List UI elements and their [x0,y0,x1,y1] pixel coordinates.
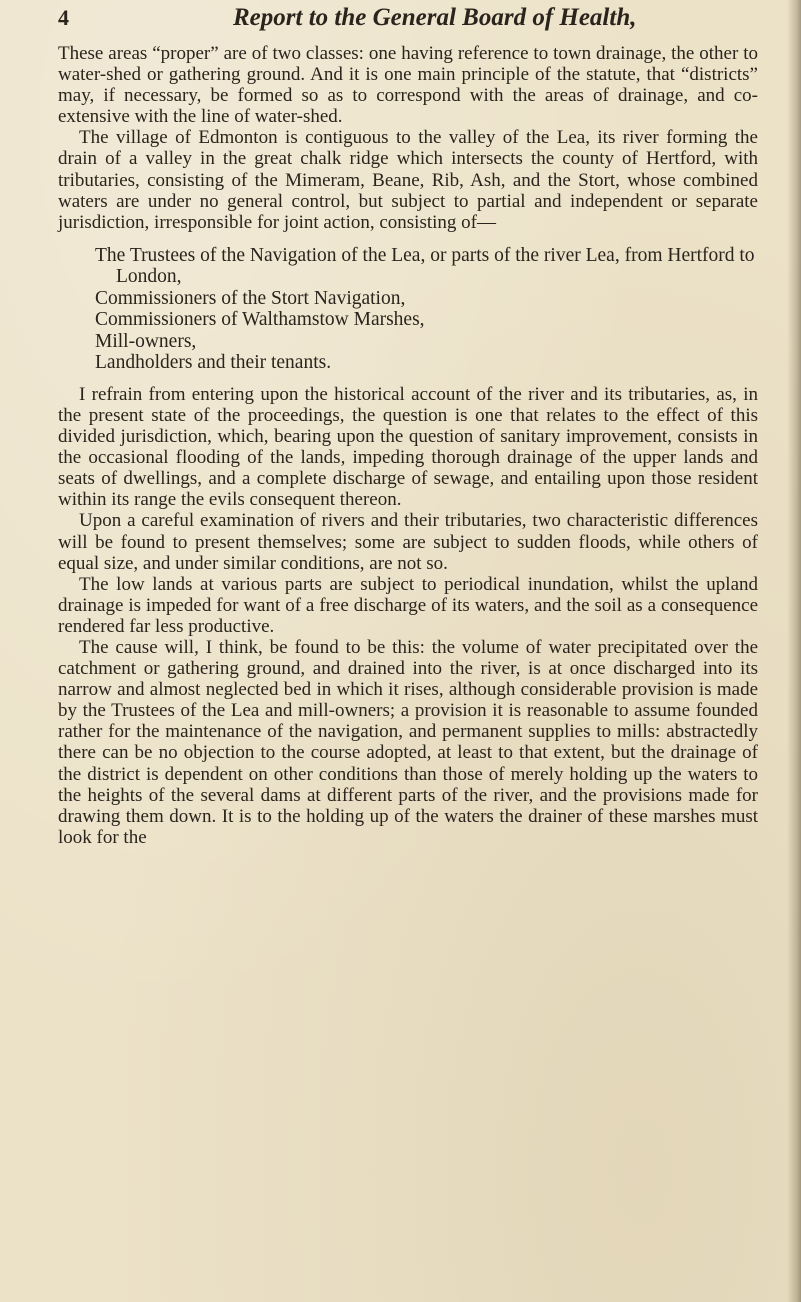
running-head: Report to the General Board of Health, [233,4,637,31]
paragraph: These areas “proper” are of two classes: one having reference to town drainage, the other to water-shed or gathering ground. And it is one main principle of the statute, that “districts” may, if necessary, be formed so as to correspond with the areas of drainage, and co-extensive with the line of water-shed. [58,43,758,128]
list-item: Landholders and their tenants. [95,352,332,374]
page-header [58,4,748,36]
page-number: 4 [58,5,69,30]
list-item: Mill-owners, [95,330,197,352]
paragraph: I refrain from entering upon the historical account of the river and its tributaries, as, in the present state of the proceedings, the question is one that relates to the effect of this divided jurisdiction, which, bearing upon the question of sanitary improvement, consists in the occasional flooding of the lands, impeding thorough drainage of the upper lands and seats of dwellings, and a complete discharge of sewage, and entailing upon those resident within its range the evils consequent thereon. [58,383,758,511]
list-item: Commissioners of the Stort Navigation, [95,287,406,309]
page-edge-shadow [787,0,801,1302]
paragraph: The cause will, I think, be found to be this: the volume of water precipitated over the catchment or gathering ground, and drained into the river, is at once discharged into its narrow and almost neglected bed in which it rises, although considerable provision is made by the Trustees of the Lea and mill-owners; a provision it is reasonable to assume founded rather for the maintenance of the navigation, and permanent supplies to mills: abstractedly there can be no objection to the course adopted, at least to that extent, but the drainage of the district is dependent on other conditions than those of merely holding up the waters to the heights of the several dams at different parts of the river, and the provisions made for drawing them down. It is to the holding up of the waters the drainer of these marshes must look for the [58,636,758,848]
body-text [58,43,758,848]
jurisdiction-list [95,245,758,374]
paragraph: Upon a careful examination of rivers and their tributaries, two characteristic differences will be found to present themselves; some are subject to sudden floods, while others of equal size, and under similar conditions, are not so. [58,510,758,574]
list-item: The Trustees of the Navigation of the Lea, or parts of the river Lea, from Hertford to London, [95,244,755,288]
list-item: Commissioners of Walthamstow Marshes, [95,309,425,331]
paragraph: The low lands at various parts are subject to periodical inundation, whilst the upland drainage is impeded for want of a free discharge of its waters, and the soil as a consequence rendered far less productive. [58,573,758,637]
paragraph: The village of Edmonton is contiguous to the valley of the Lea, its river forming the drain of a valley in the great chalk ridge which intersects the county of Hertford, with tributaries, consisting of the Mimeram, Beane, Rib, Ash, and the Stort, whose combined waters are under no general control, but subject to partial and independent or separate jurisdiction, irresponsible for joint action, consisting of— [58,127,758,233]
